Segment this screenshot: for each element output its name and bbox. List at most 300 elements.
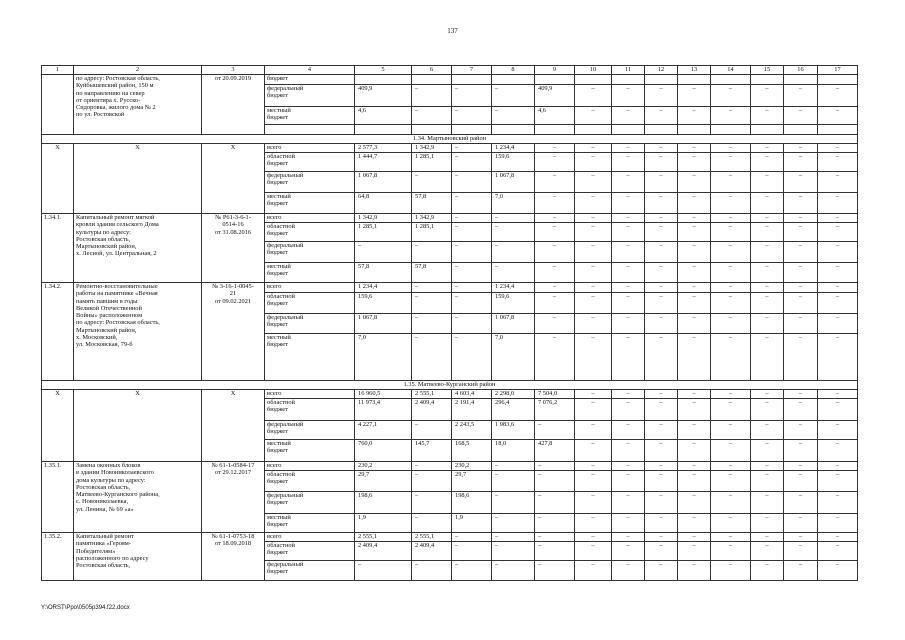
value-cell: 57,8 (412, 193, 452, 214)
budget-type: всего (265, 390, 355, 399)
value-cell: – (412, 283, 452, 293)
dash-cell: – (784, 471, 818, 492)
dash-cell: – (711, 293, 751, 314)
dash-cell: – (645, 107, 678, 125)
dash-cell: – (711, 85, 751, 107)
cell-line: бюджет (267, 406, 288, 414)
dash-cell: – (612, 492, 645, 514)
dash-cell: – (575, 153, 612, 172)
value-cell: 1 342,9 (355, 214, 412, 223)
dash-cell: – (612, 193, 645, 214)
dash-cell: – (784, 153, 818, 172)
budget-type (265, 263, 355, 283)
column-header: 16 (784, 66, 818, 75)
value-cell: 7,0 (492, 334, 535, 381)
table-cell (751, 125, 784, 135)
value-cell: – (492, 542, 535, 561)
dash-cell: – (678, 462, 711, 471)
table-cell (265, 125, 355, 135)
cell-line: бюджет (267, 549, 288, 557)
cell-line: от 31.08.2016 (214, 228, 252, 236)
dash-cell: – (612, 283, 645, 293)
dash-cell: – (818, 390, 858, 399)
dash-cell: – (711, 471, 751, 492)
value-cell: 1 285,1 (355, 223, 412, 242)
dash-cell: – (575, 440, 612, 462)
dash-cell: – (575, 542, 612, 561)
dash-cell: – (784, 533, 818, 542)
budget-type (265, 242, 355, 263)
dash-cell: – (612, 242, 645, 263)
cell-line: местный (267, 263, 291, 270)
value-cell: – (492, 561, 535, 581)
dash-cell: – (711, 462, 751, 471)
dash-cell: – (751, 314, 784, 334)
dash-cell: – (784, 293, 818, 314)
cell-line: память павшим в годы (76, 297, 138, 305)
column-header: 7 (452, 66, 492, 75)
dash-cell: – (711, 390, 751, 399)
dash-cell: – (818, 263, 858, 283)
cell-line: Капитальный ремонт (76, 533, 134, 540)
value-cell: 57,8 (355, 263, 412, 283)
dash-cell: – (645, 263, 678, 283)
dash-cell: – (678, 390, 711, 399)
x-mark: X (42, 144, 74, 214)
object-name (74, 462, 202, 533)
value-cell: – (452, 561, 492, 581)
document-ref: от 20.09.2019 (202, 75, 265, 135)
dash-cell: – (575, 514, 612, 533)
cell-line: бюджет (267, 114, 288, 122)
table-cell (355, 125, 412, 135)
value-cell: 1,9 (452, 514, 492, 533)
value-cell: – (412, 172, 452, 193)
dash-cell: – (711, 399, 751, 421)
cell-line: областной (267, 293, 295, 300)
row-id: 1.35.1. (42, 462, 74, 533)
cell-line: федеральный (267, 172, 304, 179)
dash-cell: – (818, 283, 858, 293)
dash-cell: – (818, 293, 858, 314)
dash-cell: – (612, 462, 645, 471)
value-cell: – (412, 107, 452, 125)
cell-line: местный (267, 334, 291, 341)
cell-line: № 61-1-0753-18 (211, 533, 255, 540)
budget-type (265, 492, 355, 514)
dash-cell: – (818, 153, 858, 172)
value-cell: – (535, 514, 575, 533)
dash-cell: – (818, 514, 858, 533)
dash-cell: – (711, 193, 751, 214)
dash-cell: – (784, 172, 818, 193)
value-cell: 2 409,4 (355, 542, 412, 561)
value-cell: – (412, 492, 452, 514)
dash-cell: – (784, 440, 818, 462)
value-cell: 2 409,4 (412, 399, 452, 421)
dash-cell: – (575, 107, 612, 125)
table-cell (784, 75, 818, 85)
cell-line: расположенного по адресу (76, 554, 149, 562)
value-cell: 7,0 (492, 193, 535, 214)
cell-line: 0514-16 (222, 221, 244, 229)
dash-cell: – (818, 399, 858, 421)
value-cell: 1 234,4 (492, 144, 535, 153)
cell-line: областной (267, 542, 295, 549)
value-cell: 2 409,4 (412, 542, 452, 561)
dash-cell: – (535, 223, 575, 242)
dash-cell: – (711, 440, 751, 462)
dash-cell: – (784, 492, 818, 514)
value-cell: 7 504,0 (535, 390, 575, 399)
dash-cell: – (678, 153, 711, 172)
cell-line: дома культуры по адресу: (76, 476, 146, 484)
dash-cell: – (678, 471, 711, 492)
dash-cell: – (784, 314, 818, 334)
value-cell: – (452, 107, 492, 125)
budget-type (265, 561, 355, 581)
column-header: 3 (202, 66, 265, 75)
dash-cell: – (612, 533, 645, 542)
cell-line: № Р61-3-6-1- (215, 214, 251, 221)
dash-cell: – (818, 85, 858, 107)
dash-cell: – (784, 107, 818, 125)
row-id: 1.34.2. (42, 283, 74, 381)
document-ref (202, 214, 265, 283)
dash-cell: – (678, 107, 711, 125)
dash-cell: – (678, 263, 711, 283)
dash-cell: – (711, 283, 751, 293)
cell-line: от 29.12.2017 (214, 469, 252, 477)
dash-cell: – (535, 283, 575, 293)
value-cell: 1 983,6 (492, 421, 535, 440)
value-cell: – (452, 223, 492, 242)
dash-cell: – (751, 193, 784, 214)
column-header: 8 (492, 66, 535, 75)
dash-cell: – (711, 514, 751, 533)
value-cell: 159,6 (492, 293, 535, 314)
dash-cell: – (678, 293, 711, 314)
value-cell: 1 444,7 (355, 153, 412, 172)
cell-line: Замена оконных блоков (76, 462, 141, 469)
column-header: 11 (612, 66, 645, 75)
cell-line: бюджет (267, 200, 288, 208)
value-cell: 4 227,1 (355, 421, 412, 440)
dash-cell: – (535, 314, 575, 334)
value-cell: 198,6 (355, 492, 412, 514)
page-number: 137 (447, 27, 458, 35)
column-header: 9 (535, 66, 575, 75)
dash-cell: – (612, 471, 645, 492)
dash-cell: – (678, 421, 711, 440)
value-cell: 145,7 (412, 440, 452, 462)
budget-table-sheet (41, 65, 857, 581)
dash-cell: – (751, 334, 784, 381)
dash-cell: – (535, 153, 575, 172)
value-cell: – (452, 314, 492, 334)
table-row (42, 381, 858, 390)
cell-line: Ростовская область, (76, 562, 131, 570)
dash-cell: – (645, 533, 678, 542)
dash-cell: – (751, 514, 784, 533)
dash-cell: – (751, 390, 784, 399)
object-name (74, 283, 202, 381)
value-cell: – (355, 242, 412, 263)
value-cell: – (412, 421, 452, 440)
dash-cell: – (612, 421, 645, 440)
dash-cell: – (678, 561, 711, 581)
dash-cell: – (784, 514, 818, 533)
table-row (42, 75, 858, 85)
budget-type: бюджет (265, 75, 355, 85)
dash-cell: – (818, 334, 858, 381)
cell-line: по направлению на север (76, 89, 145, 97)
x-mark: X (74, 390, 202, 462)
table-cell (452, 75, 492, 85)
table-body (42, 66, 858, 581)
table-cell (612, 75, 645, 85)
value-cell: 760,0 (355, 440, 412, 462)
dash-cell: – (678, 399, 711, 421)
table-cell (645, 75, 678, 85)
cell-line: бюджет (267, 568, 288, 576)
value-cell: – (412, 471, 452, 492)
cell-line: по адресу: Ростовская область, (76, 75, 160, 82)
value-cell: 64,8 (355, 193, 412, 214)
dash-cell: – (818, 107, 858, 125)
value-cell: – (452, 172, 492, 193)
cell-line: бюджет (267, 321, 288, 329)
column-header: 4 (265, 66, 355, 75)
value-cell: 4 603,4 (452, 390, 492, 399)
table-cell (612, 125, 645, 135)
cell-line: местный (267, 107, 291, 114)
x-mark: X (42, 390, 74, 462)
value-cell: 1 285,1 (412, 153, 452, 172)
dash-cell: – (645, 492, 678, 514)
cell-line: памятника «Героям- (76, 540, 131, 548)
dash-cell: – (751, 172, 784, 193)
dash-cell: – (678, 334, 711, 381)
dash-cell: – (678, 223, 711, 242)
dash-cell: – (751, 85, 784, 107)
dash-cell: – (818, 492, 858, 514)
value-cell: 4,6 (355, 107, 412, 125)
cell-line: № 61-1-0584-17 (211, 462, 255, 469)
dash-cell: – (612, 334, 645, 381)
value-cell: – (452, 153, 492, 172)
dash-cell: – (784, 144, 818, 153)
dash-cell: – (575, 533, 612, 542)
value-cell: – (355, 561, 412, 581)
dash-cell: – (612, 514, 645, 533)
dash-cell: – (535, 144, 575, 153)
table-cell (492, 75, 535, 85)
cell-line: бюджет (267, 92, 288, 100)
dash-cell: – (645, 214, 678, 223)
value-cell: – (492, 492, 535, 514)
cell-line: Великой Отечественной (76, 304, 142, 312)
dash-cell: – (535, 263, 575, 283)
value-cell: 1 067,8 (492, 172, 535, 193)
value-cell: 2 555,1 (412, 390, 452, 399)
value-cell: 230,2 (452, 462, 492, 471)
value-cell: 4,6 (535, 107, 575, 125)
dash-cell: – (575, 223, 612, 242)
value-cell: 427,8 (535, 440, 575, 462)
dash-cell: – (784, 193, 818, 214)
dash-cell: – (818, 471, 858, 492)
dash-cell: – (645, 172, 678, 193)
dash-cell: – (678, 193, 711, 214)
table-cell (818, 125, 858, 135)
dash-cell: – (784, 542, 818, 561)
value-cell: 1 067,8 (355, 172, 412, 193)
dash-cell: – (645, 293, 678, 314)
dash-cell: – (751, 242, 784, 263)
cell-line: федеральный (267, 242, 304, 249)
table-cell (42, 75, 74, 135)
value-cell: – (492, 514, 535, 533)
cell-line: местный (267, 193, 291, 200)
dash-cell: – (818, 172, 858, 193)
dash-cell: – (612, 440, 645, 462)
dash-cell: – (612, 561, 645, 581)
dash-cell: – (575, 193, 612, 214)
dash-cell: – (784, 263, 818, 283)
table-cell (355, 75, 412, 85)
dash-cell: – (678, 542, 711, 561)
dash-cell: – (678, 533, 711, 542)
dash-cell: – (751, 492, 784, 514)
value-cell: – (412, 334, 452, 381)
dash-cell: – (612, 293, 645, 314)
value-cell: 1 234,4 (355, 283, 412, 293)
dash-cell: – (751, 214, 784, 223)
budget-type (265, 334, 355, 381)
value-cell: 2 555,1 (412, 533, 452, 542)
value-cell: – (535, 462, 575, 471)
value-cell: 2 577,3 (355, 144, 412, 153)
cell-line: Капитальный ремонт мягкой (76, 214, 155, 221)
dash-cell: – (711, 223, 751, 242)
value-cell: – (535, 561, 575, 581)
cell-line: культуры по адресу: (76, 228, 131, 236)
column-header: 1 (42, 66, 74, 75)
section-title: 1.34. Мартыновский район (42, 135, 858, 144)
column-header: 13 (678, 66, 711, 75)
dash-cell: – (678, 283, 711, 293)
value-cell: – (412, 462, 452, 471)
dash-cell: – (612, 214, 645, 223)
dash-cell: – (612, 223, 645, 242)
dash-cell: – (751, 107, 784, 125)
cell-line: федеральный (267, 492, 304, 499)
dash-cell: – (678, 492, 711, 514)
dash-cell: – (575, 242, 612, 263)
dash-cell: – (678, 242, 711, 263)
budget-type: всего (265, 462, 355, 471)
document-ref (202, 283, 265, 381)
dash-cell: – (751, 542, 784, 561)
dash-cell: – (818, 314, 858, 334)
dash-cell: – (612, 172, 645, 193)
dash-cell: – (711, 492, 751, 514)
dash-cell: – (751, 399, 784, 421)
value-cell: – (535, 533, 575, 542)
table-cell (678, 125, 711, 135)
dash-cell: – (751, 421, 784, 440)
value-cell: 198,6 (452, 492, 492, 514)
column-header: 6 (412, 66, 452, 75)
cell-line: Ремонтно-восстановительные (76, 283, 158, 290)
budget-type: всего (265, 214, 355, 223)
section-title: 1.35. Матвеево-Курганский район (42, 381, 858, 390)
value-cell: – (492, 85, 535, 107)
value-cell: 7,0 (355, 334, 412, 381)
cell-line: от ориентира х. Русско- (76, 96, 141, 104)
cell-line: федеральный (267, 561, 304, 568)
cell-line: от 18.09.2018 (214, 540, 252, 548)
value-cell: – (452, 214, 492, 223)
x-mark: X (74, 144, 202, 214)
dash-cell: – (645, 223, 678, 242)
dash-cell: – (678, 85, 711, 107)
column-header: 10 (575, 66, 612, 75)
dash-cell: – (678, 172, 711, 193)
cell-line: Мартыновский район, (76, 326, 137, 334)
table-cell (575, 75, 612, 85)
dash-cell: – (784, 214, 818, 223)
dash-cell: – (751, 293, 784, 314)
cell-line: местный (267, 514, 291, 521)
table-cell (412, 75, 452, 85)
value-cell: – (492, 533, 535, 542)
value-cell: – (452, 334, 492, 381)
dash-cell: – (645, 561, 678, 581)
value-cell: – (452, 542, 492, 561)
dash-cell: – (711, 242, 751, 263)
dash-cell: – (818, 223, 858, 242)
value-cell: – (412, 314, 452, 334)
budget-type (265, 172, 355, 193)
dash-cell: – (612, 85, 645, 107)
dash-cell: – (678, 214, 711, 223)
dash-cell: – (645, 314, 678, 334)
dash-cell: – (535, 334, 575, 381)
dash-cell: – (575, 492, 612, 514)
cell-line: федеральный (267, 85, 304, 92)
value-cell: – (452, 144, 492, 153)
cell-line: бюджет (267, 270, 288, 278)
budget-table (41, 65, 858, 581)
dash-cell: – (818, 440, 858, 462)
table-cell (575, 125, 612, 135)
value-cell: 230,2 (355, 462, 412, 471)
dash-cell: – (711, 172, 751, 193)
dash-cell: – (711, 214, 751, 223)
object-name (74, 214, 202, 283)
cell-line: работы на памятнике «Вечная (76, 290, 158, 298)
dash-cell: – (751, 462, 784, 471)
dash-cell: – (575, 462, 612, 471)
dash-cell: – (711, 533, 751, 542)
column-header: 12 (645, 66, 678, 75)
dash-cell: – (784, 390, 818, 399)
value-cell: 409,9 (535, 85, 575, 107)
cell-line: Матвеево-Курганского района, (76, 491, 160, 499)
dash-cell: – (818, 144, 858, 153)
